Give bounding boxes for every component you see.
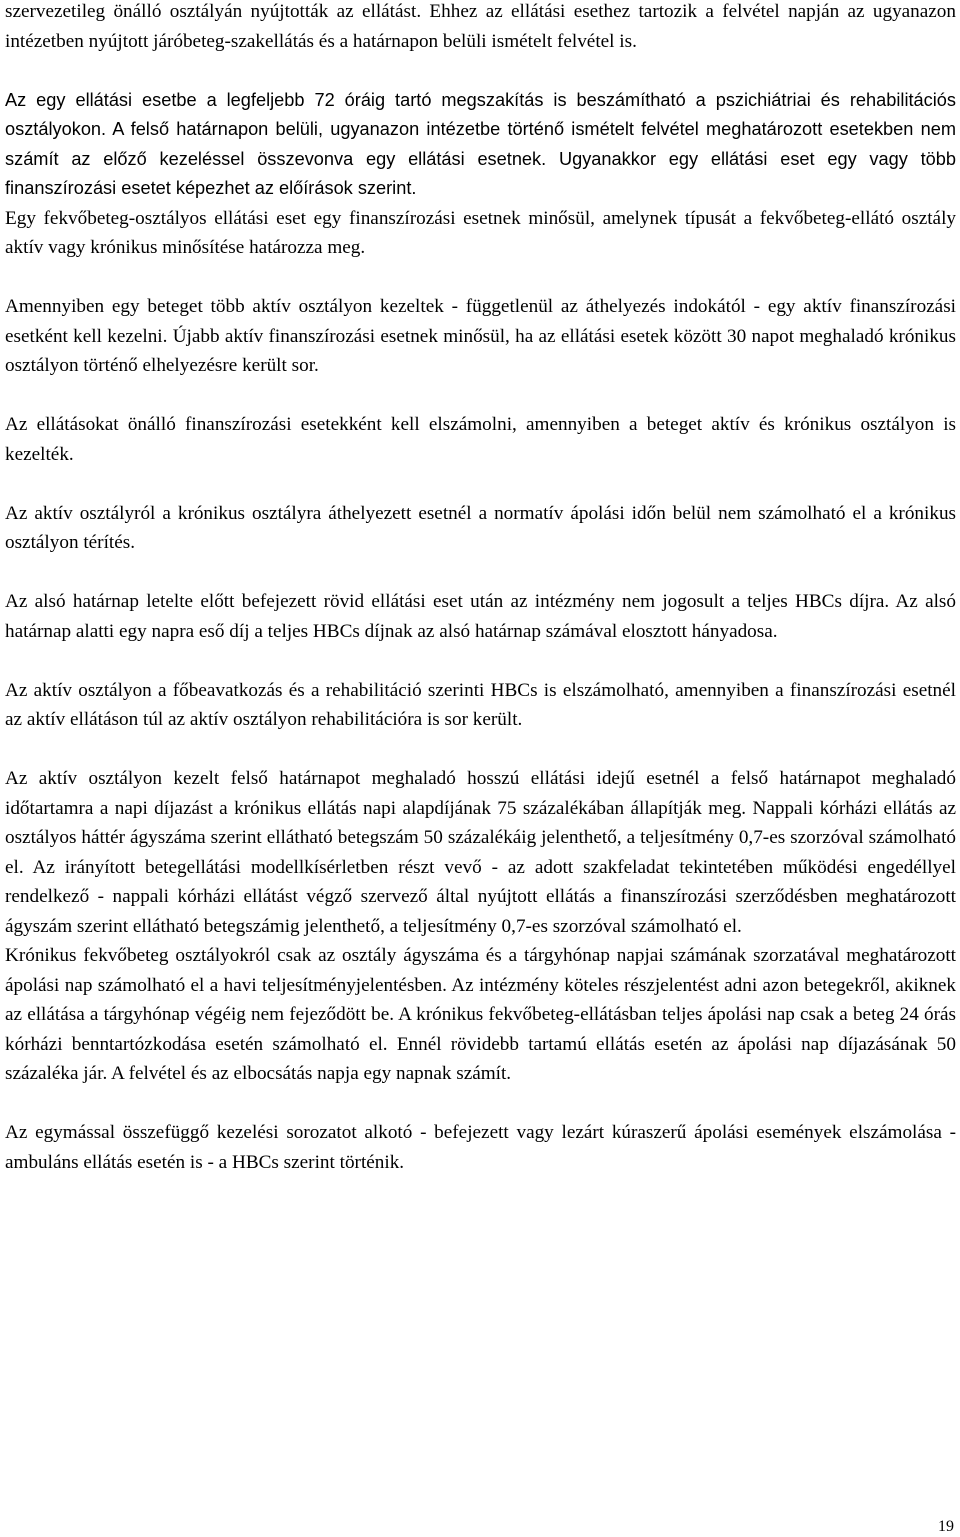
page-number: 19 [938,1518,954,1535]
paragraph-11 [5,1118,956,1177]
paragraph-7 [5,587,956,646]
paragraph-gap [5,263,956,293]
paragraph-gap [5,56,956,86]
document-page [5,0,956,1177]
paragraph-9 [5,764,956,941]
paragraph-gap [5,381,956,411]
paragraph-3-text: Egy fekvőbeteg-osztályos ellátási eset egy finanszírozási esetnek minősül, amelynek típusát a fekvőbeteg-ellátó osztály aktív vagy krónikus minősítése határozza meg. [5,207,956,258]
paragraph-8-text: Az aktív osztályon a főbeavatkozás és a rehabilitáció szerinti HBCs is elszámolható, amennyiben a finanszírozási esetnél az aktív ellátáson túl az aktív osztályon rehabilitációra is sor került. [5,679,956,730]
paragraph-6-text: Az aktív osztályról a krónikus osztályra áthelyezett esetnél a normatív ápolási időn belül nem számolható el a krónikus osztályon térítés. [5,502,956,553]
paragraph-4-text: Amennyiben egy beteget több aktív osztályon kezeltek - függetlenül az áthelyezés indokától - egy aktív finanszírozási esetként kell kezelni. Újabb aktív finanszírozási esetnek minősül, ha az ellátási esetek között 30 napot meghaladó krónikus osztályon történő elhelyezésre került sor. [5,296,956,376]
paragraph-8 [5,676,956,735]
paragraph-2-text: Az egy ellátási esetbe a legfeljebb 72 óráig tartó megszakítás is beszámítható a pszichiátriai és rehabilitációs osztályokon. A felső határnapon belüli, ugyanazon intézetbe történő ismételt felvétel meghatározott esetekben nem számít az előző kezeléssel összevonva egy ellátási esetnek. Ugyanakkor egy ellátási eset egy vagy több finanszírozási esetet képezhet az előírások szerint. [5,89,956,198]
paragraph-6 [5,499,956,558]
paragraph-5-text: Az ellátásokat önálló finanszírozási esetekként kell elszámolni, amennyiben a beteget aktív és krónikus osztályon is kezelték. [5,414,956,465]
paragraph-7-text: Az alsó határnap letelte előtt befejezett rövid ellátási eset után az intézmény nem jogosult a teljes HBCs díjra. Az alsó határnap alatti egy napra eső díj a teljes HBCs díjnak az alsó határnap számával elosztott hányadosa. [5,591,956,642]
paragraph-10 [5,941,956,1089]
paragraph-gap [5,558,956,588]
paragraph-5 [5,410,956,469]
paragraph-1 [5,0,956,56]
paragraph-10-text: Krónikus fekvőbeteg osztályokról csak az osztály ágyszáma és a tárgyhónap napjai számának szorzatával meghatározott ápolási nap számolható el a havi teljesítményjelentésben. Az intézmény köteles részjelentést adni azon betegekről, akiknek az ellátása a tárgyhónap végéig nem fejeződött be. A krónikus fekvőbeteg-ellátásban teljes ápolási nap csak a beteg 24 órás kórházi benntartózkodása esetén számolható el. Ennél rövidebb tartamú ellátás esetén az ápolási nap díjazásának 50 százaléka jár. A felvétel és az elbocsátás napja egy napnak számít. [5,945,956,1084]
paragraph-gap [5,735,956,765]
paragraph-gap [5,1089,956,1119]
paragraph-2 [5,86,956,204]
paragraph-3 [5,204,956,263]
paragraph-1-text: szervezetileg önálló osztályán nyújtották az ellátást. Ehhez az ellátási esethez tartozik a felvétel napján az ugyanazon intézetben nyújtott járóbeteg-szakellátás és a határnapon belüli ismételt felvétel is. [5,1,956,52]
paragraph-4 [5,292,956,381]
paragraph-gap [5,469,956,499]
paragraph-9-text: Az aktív osztályon kezelt felső határnapot meghaladó hosszú ellátási idejű esetnél a felső határnapot meghaladó időtartamra a napi díjazást a krónikus ellátás napi alapdíjának 75 százalékában állapítják meg. Nappali kórházi ellátás az osztályos háttér ágyszáma szerint ellátható betegszám 50 százalékáig jelenthető, a teljesítmény 0,7-es szorzóval számolható el. Az irányított betegellátási modellkísérletben részt vevő - az adott szakfeladat tekintetében működési engedéllyel rendelkező - nappali kórházi ellátást végző szervező által nyújtott ellátás a finanszírozási szerződésben meghatározott ágyszám szerint ellátható betegszámig jelenthető, a teljesítmény 0,7-es szorzóval számolható el. [5,768,956,937]
paragraph-gap [5,646,956,676]
paragraph-11-text: Az egymással összefüggő kezelési sorozatot alkotó - befejezett vagy lezárt kúraszerű ápolási események elszámolása - ambuláns ellátás esetén is - a HBCs szerint történik. [5,1122,956,1173]
